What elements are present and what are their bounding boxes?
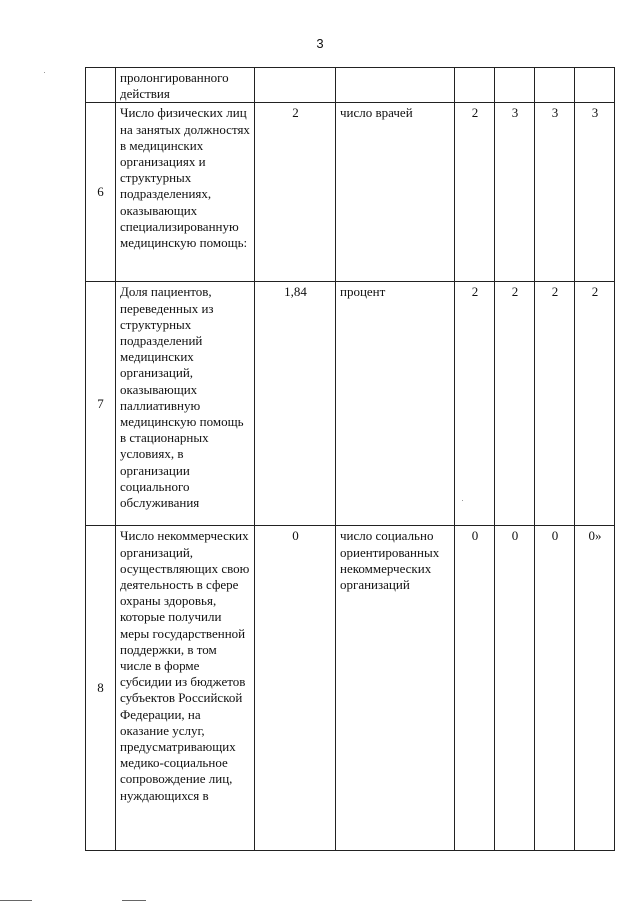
year-value-1 [455, 68, 495, 103]
unit-of-measure: число врачей [336, 103, 455, 282]
unit-of-measure [336, 68, 455, 103]
row-number: 8 [86, 526, 116, 851]
base-value [255, 68, 336, 103]
indicator-name: пролонгированного действия [116, 68, 255, 103]
table-row [86, 526, 615, 851]
scan-speck [44, 72, 45, 73]
table-row [86, 103, 615, 282]
row-number: 6 [86, 103, 116, 282]
year-value-3: 0 [535, 526, 575, 851]
year-value-1: 0 [455, 526, 495, 851]
year-value-3: 3 [535, 103, 575, 282]
year-value-2: 2 [495, 282, 535, 526]
base-value: 1,84 [255, 282, 336, 526]
year-value-1: 2 [455, 282, 495, 526]
page-number: 3 [316, 36, 324, 51]
unit-of-measure: число социально ориентированных некоммерческих организаций [336, 526, 455, 851]
indicator-name: Число некоммерческих организаций, осуществляющих свою деятельность в сфере охраны здоровья, которые получили меры государственной поддержки, в том числе в форме субсидии из бюджетов субъектов Российской Федерации, на оказание услуг, предусматривающих медико-социальное сопровождение лиц, нуждающихся в [116, 526, 255, 851]
indicator-name: Число физических лиц на занятых должностях в медицинских организациях и структурных подразделениях, оказывающих специализированную медицинскую помощь: [116, 103, 255, 282]
year-value-4: 2 [575, 282, 615, 526]
footer-rule-left [0, 900, 32, 901]
base-value: 2 [255, 103, 336, 282]
row-number: 7 [86, 282, 116, 526]
year-value-3 [535, 68, 575, 103]
year-value-1: 2 [455, 103, 495, 282]
year-value-4: 3 [575, 103, 615, 282]
base-value: 0 [255, 526, 336, 851]
indicator-name: Доля пациентов, переведенных из структурных подразделений медицинских организаций, оказывающих паллиативную медицинскую помощь в стационарных условиях, в организации социального обслуживания [116, 282, 255, 526]
scan-speck [462, 500, 463, 501]
year-value-4: 0» [575, 526, 615, 851]
year-value-2 [495, 68, 535, 103]
table-row [86, 282, 615, 526]
unit-of-measure: процент [336, 282, 455, 526]
indicators-table [85, 67, 615, 851]
year-value-4 [575, 68, 615, 103]
year-value-3: 2 [535, 282, 575, 526]
row-number [86, 68, 116, 103]
year-value-2: 3 [495, 103, 535, 282]
table-row [86, 68, 615, 103]
footer-rule-mid [122, 900, 146, 901]
year-value-2: 0 [495, 526, 535, 851]
